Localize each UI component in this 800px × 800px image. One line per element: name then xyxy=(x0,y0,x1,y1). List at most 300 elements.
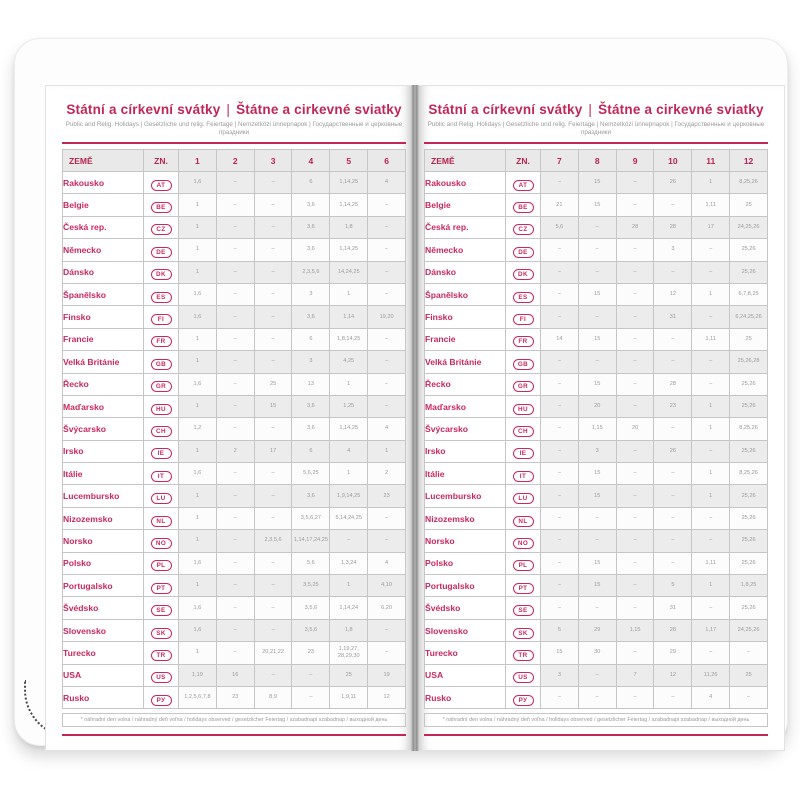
holiday-dates-cell: – xyxy=(654,261,692,283)
holiday-dates-cell: 13 xyxy=(292,373,330,395)
table-row xyxy=(63,575,406,597)
holiday-dates-cell: 3 xyxy=(654,239,692,261)
holiday-dates-cell: – xyxy=(541,530,579,552)
holiday-dates-cell: 25 xyxy=(730,328,768,350)
table-row xyxy=(425,216,768,238)
country-name: Česká rep. xyxy=(63,216,144,238)
holiday-dates-cell: 1,17 xyxy=(692,619,730,641)
country-code-cell xyxy=(144,172,179,194)
country-code-badge: FR xyxy=(151,336,172,347)
country-code-badge: PT xyxy=(513,583,534,594)
holiday-dates-cell: 1 xyxy=(692,172,730,194)
country-code-badge: HU xyxy=(513,404,534,415)
holiday-dates-cell: 1,11 xyxy=(692,552,730,574)
holiday-dates-cell: 3,5,6 xyxy=(292,619,330,641)
holiday-dates-cell: – xyxy=(216,597,254,619)
country-code-badge: SE xyxy=(151,605,172,616)
holiday-table-months-1-6 xyxy=(62,149,406,709)
country-code-cell xyxy=(506,283,541,305)
holiday-dates-cell: 1 xyxy=(179,328,217,350)
table-row xyxy=(425,485,768,507)
table-row xyxy=(63,373,406,395)
holiday-dates-cell: 15 xyxy=(578,194,616,216)
country-code-cell xyxy=(506,395,541,417)
holiday-dates-cell: – xyxy=(616,597,654,619)
holiday-dates-cell: 25 xyxy=(254,373,292,395)
holiday-dates-cell: 1,14,25 xyxy=(330,172,368,194)
holiday-dates-cell: 1 xyxy=(330,575,368,597)
holiday-dates-cell: 4 xyxy=(692,686,730,708)
holiday-dates-cell: 6,20 xyxy=(368,597,406,619)
table-row xyxy=(425,306,768,328)
holiday-dates-cell: 15 xyxy=(578,373,616,395)
holiday-dates-cell: – xyxy=(368,507,406,529)
holiday-dates-cell: – xyxy=(616,552,654,574)
red-rule-top xyxy=(62,142,406,144)
holiday-dates-cell: – xyxy=(216,172,254,194)
month-column-header: 7 xyxy=(541,150,579,172)
country-code-badge: CZ xyxy=(513,224,534,235)
country-name: Řecko xyxy=(63,373,144,395)
country-code-cell xyxy=(506,597,541,619)
holiday-dates-cell: 1 xyxy=(330,373,368,395)
holiday-dates-cell: 6 xyxy=(292,440,330,462)
table-row xyxy=(425,575,768,597)
holiday-dates-cell: – xyxy=(254,552,292,574)
red-rule-bottom xyxy=(424,734,768,736)
holiday-dates-cell: – xyxy=(216,328,254,350)
holiday-dates-cell: – xyxy=(292,686,330,708)
table-header-row xyxy=(425,150,768,172)
holiday-dates-cell: 3,6 xyxy=(292,395,330,417)
holiday-dates-cell: – xyxy=(692,440,730,462)
holiday-dates-cell: – xyxy=(578,597,616,619)
holiday-dates-cell: 1,6 xyxy=(179,552,217,574)
month-column-header: 10 xyxy=(654,150,692,172)
holiday-dates-cell: – xyxy=(254,328,292,350)
holiday-dates-cell: – xyxy=(692,373,730,395)
holiday-dates-cell: 25,26 xyxy=(730,261,768,283)
holiday-dates-cell: 15 xyxy=(578,283,616,305)
table-row xyxy=(425,440,768,462)
country-code-badge: NL xyxy=(151,516,172,527)
country-code-cell xyxy=(144,283,179,305)
holiday-dates-cell: – xyxy=(216,283,254,305)
country-code-cell xyxy=(144,306,179,328)
country-code-cell xyxy=(144,552,179,574)
country-code-cell xyxy=(506,328,541,350)
holiday-dates-cell: 1,6 xyxy=(179,597,217,619)
holiday-dates-cell: – xyxy=(578,306,616,328)
holiday-dates-cell: – xyxy=(541,283,579,305)
holiday-dates-cell: – xyxy=(216,642,254,664)
holiday-dates-cell: 25,26 xyxy=(730,485,768,507)
table-row xyxy=(425,597,768,619)
holiday-dates-cell: – xyxy=(216,507,254,529)
country-code-badge: PT xyxy=(151,583,172,594)
holiday-dates-cell: 2 xyxy=(216,440,254,462)
country-code-cell xyxy=(144,664,179,686)
country-code-badge: DK xyxy=(513,269,534,280)
holiday-dates-cell: 29 xyxy=(654,642,692,664)
holiday-dates-cell: 25,26 xyxy=(730,440,768,462)
holiday-dates-cell: – xyxy=(216,552,254,574)
holiday-dates-cell: 6 xyxy=(292,328,330,350)
holiday-dates-cell: 25 xyxy=(730,664,768,686)
country-code-badge: IE xyxy=(151,448,172,459)
holiday-dates-cell: 1,14,17,24,25 xyxy=(292,530,330,552)
country-code-cell xyxy=(506,194,541,216)
holiday-dates-cell: 31 xyxy=(654,306,692,328)
holiday-dates-cell: 25,26 xyxy=(730,395,768,417)
holiday-dates-cell: 1 xyxy=(179,642,217,664)
holiday-dates-cell: 1,6 xyxy=(179,373,217,395)
country-code-badge: LU xyxy=(513,493,534,504)
holiday-dates-cell: 12 xyxy=(654,283,692,305)
title-separator: | xyxy=(588,102,593,117)
holiday-dates-cell: – xyxy=(616,575,654,597)
holiday-table-months-7-12 xyxy=(424,149,768,709)
holiday-dates-cell: – xyxy=(616,485,654,507)
holiday-dates-cell: 12 xyxy=(368,686,406,708)
holiday-dates-cell: – xyxy=(216,351,254,373)
holiday-dates-cell: – xyxy=(541,261,579,283)
holiday-dates-cell: 15 xyxy=(578,575,616,597)
title-separator: | xyxy=(226,102,231,117)
holiday-dates-cell: 4 xyxy=(368,418,406,440)
country-code-badge: GR xyxy=(513,381,534,392)
holiday-dates-cell: 31 xyxy=(654,597,692,619)
holiday-dates-cell: – xyxy=(254,239,292,261)
holiday-dates-cell: 1 xyxy=(330,283,368,305)
table-row xyxy=(63,239,406,261)
holiday-dates-cell: 3,6 xyxy=(292,485,330,507)
holiday-dates-cell: 1 xyxy=(179,440,217,462)
holiday-dates-cell: – xyxy=(368,395,406,417)
holiday-dates-cell: 1,9,14,25 xyxy=(330,485,368,507)
country-code-cell xyxy=(506,485,541,507)
holiday-dates-cell: – xyxy=(616,306,654,328)
holiday-dates-cell: – xyxy=(368,194,406,216)
holiday-dates-cell: 1,11 xyxy=(692,194,730,216)
table-row xyxy=(425,283,768,305)
country-name: Rakousko xyxy=(63,172,144,194)
table-row xyxy=(425,463,768,485)
country-code-cell xyxy=(144,351,179,373)
country-name: Francie xyxy=(425,328,506,350)
holiday-dates-cell: 19,20 xyxy=(368,306,406,328)
holiday-dates-cell: 1,9,11 xyxy=(330,686,368,708)
country-name: Turecko xyxy=(63,642,144,664)
country-code-badge: CZ xyxy=(151,224,172,235)
holiday-dates-cell: 1,14,25 xyxy=(330,418,368,440)
country-name: Dánsko xyxy=(425,261,506,283)
holiday-dates-cell: 3 xyxy=(292,283,330,305)
country-code-cell xyxy=(144,575,179,597)
table-row xyxy=(63,216,406,238)
holiday-dates-cell: – xyxy=(216,485,254,507)
holiday-dates-cell: – xyxy=(541,351,579,373)
title-slovak: Štátne a cirkevné sviatky xyxy=(236,102,402,117)
month-column-header: 9 xyxy=(616,150,654,172)
holiday-dates-cell: 2,3,5,6 xyxy=(292,261,330,283)
holiday-dates-cell: – xyxy=(654,351,692,373)
country-code-badge: SE xyxy=(513,605,534,616)
holiday-dates-cell: 1,8,14,25 xyxy=(330,328,368,350)
holiday-dates-cell: 4 xyxy=(330,440,368,462)
holiday-dates-cell: – xyxy=(616,507,654,529)
table-row xyxy=(63,418,406,440)
country-code-cell xyxy=(144,530,179,552)
country-name: Slovensko xyxy=(425,619,506,641)
holiday-dates-cell: 7 xyxy=(616,664,654,686)
table-row xyxy=(63,485,406,507)
country-code-cell xyxy=(506,216,541,238)
holiday-dates-cell: – xyxy=(578,351,616,373)
holiday-dates-cell: 3,6 xyxy=(292,216,330,238)
country-code-cell xyxy=(144,440,179,462)
table-row xyxy=(425,552,768,574)
country-code-badge: NL xyxy=(513,516,534,527)
holiday-dates-cell: 12 xyxy=(654,664,692,686)
holiday-dates-cell: – xyxy=(692,642,730,664)
holiday-dates-cell: 15 xyxy=(578,463,616,485)
holiday-dates-cell: 1 xyxy=(330,463,368,485)
country-code-cell xyxy=(144,597,179,619)
month-column-header: 3 xyxy=(254,150,292,172)
country-code-cell xyxy=(144,194,179,216)
holiday-dates-cell: 1 xyxy=(692,418,730,440)
table-row xyxy=(63,395,406,417)
country-code-cell xyxy=(144,642,179,664)
holiday-dates-cell: – xyxy=(368,619,406,641)
holiday-dates-cell: 1,19 xyxy=(179,664,217,686)
country-code-cell xyxy=(144,507,179,529)
holiday-dates-cell: 26 xyxy=(654,172,692,194)
holiday-dates-cell: – xyxy=(254,351,292,373)
holiday-dates-cell: 1,2 xyxy=(179,418,217,440)
country-code-cell xyxy=(506,306,541,328)
holiday-dates-cell: 2 xyxy=(368,463,406,485)
holiday-dates-cell: 1 xyxy=(179,194,217,216)
holiday-dates-cell: – xyxy=(692,507,730,529)
holiday-dates-cell: – xyxy=(578,261,616,283)
holiday-dates-cell: – xyxy=(541,306,579,328)
holiday-dates-cell: 1 xyxy=(179,575,217,597)
holiday-dates-cell: 15 xyxy=(254,395,292,417)
holiday-dates-cell: – xyxy=(616,373,654,395)
holiday-dates-cell: 4 xyxy=(368,172,406,194)
holiday-dates-cell: 1,8,25 xyxy=(730,575,768,597)
country-code-badge: US xyxy=(513,672,534,683)
holiday-dates-cell: – xyxy=(616,440,654,462)
country-code-cell xyxy=(144,418,179,440)
table-row xyxy=(63,328,406,350)
holiday-dates-cell: – xyxy=(578,239,616,261)
country-code-badge: ES xyxy=(151,292,172,303)
holiday-dates-cell: – xyxy=(541,395,579,417)
table-row xyxy=(63,463,406,485)
country-code-cell xyxy=(506,686,541,708)
country-code-badge: TR xyxy=(151,650,172,661)
country-name: Portugalsko xyxy=(425,575,506,597)
holiday-dates-cell: 6 xyxy=(292,172,330,194)
table-row xyxy=(425,194,768,216)
table-row xyxy=(63,351,406,373)
holiday-dates-cell: – xyxy=(578,216,616,238)
holiday-dates-cell: – xyxy=(730,642,768,664)
country-name: Norsko xyxy=(63,530,144,552)
holiday-dates-cell: 8,25,26 xyxy=(730,172,768,194)
country-code-badge: NO xyxy=(513,538,534,549)
country-code-badge: IT xyxy=(513,471,534,482)
country-code-badge: BE xyxy=(151,202,172,213)
holiday-dates-cell: 25,26 xyxy=(730,597,768,619)
country-name: Polsko xyxy=(425,552,506,574)
binding-spine xyxy=(411,85,419,751)
holiday-dates-cell: – xyxy=(616,283,654,305)
holiday-dates-cell: 3,5,6 xyxy=(292,597,330,619)
holiday-dates-cell: – xyxy=(541,373,579,395)
country-name: Polsko xyxy=(63,552,144,574)
country-name: Nizozemsko xyxy=(425,507,506,529)
country-code-badge: GR xyxy=(151,381,172,392)
holiday-dates-cell: – xyxy=(616,642,654,664)
country-code-badge: FI xyxy=(513,314,534,325)
holiday-dates-cell: – xyxy=(368,283,406,305)
holiday-dates-cell: 20 xyxy=(578,395,616,417)
holiday-dates-cell: – xyxy=(616,194,654,216)
holiday-dates-cell: 17 xyxy=(254,440,292,462)
country-code-badge: ES xyxy=(513,292,534,303)
page-subtitle: Public and Relig. Holidays | Gesetzliche und relig. Feiertage | Nemzetközi ünnepnapok | Государственные и церковные праздники xyxy=(65,121,403,136)
holiday-dates-cell: – xyxy=(654,507,692,529)
month-column-header: 6 xyxy=(368,150,406,172)
holiday-dates-cell: 5,6,25 xyxy=(292,463,330,485)
holiday-dates-cell: – xyxy=(216,530,254,552)
holiday-dates-cell: 5,14,24,25 xyxy=(330,507,368,529)
holiday-dates-cell: – xyxy=(368,373,406,395)
holiday-dates-cell: 25,26 xyxy=(730,507,768,529)
title-slovak: Štátne a cirkevné sviatky xyxy=(598,102,764,117)
country-name: Slovensko xyxy=(63,619,144,641)
table-row xyxy=(63,261,406,283)
holiday-dates-cell: 25,26 xyxy=(730,239,768,261)
country-name: Česká rep. xyxy=(425,216,506,238)
country-code-cell xyxy=(506,507,541,529)
holiday-dates-cell: 1,14,25 xyxy=(330,194,368,216)
country-name: Maďarsko xyxy=(425,395,506,417)
country-name: Rusko xyxy=(425,686,506,708)
holiday-dates-cell: – xyxy=(216,575,254,597)
holiday-dates-cell: 20 xyxy=(616,418,654,440)
country-name: Německo xyxy=(63,239,144,261)
holiday-dates-cell: – xyxy=(616,463,654,485)
month-column-header: 5 xyxy=(330,150,368,172)
country-code-cell xyxy=(506,418,541,440)
holiday-dates-cell: 28 xyxy=(654,619,692,641)
country-name: Německo xyxy=(425,239,506,261)
country-code-badge: NO xyxy=(151,538,172,549)
holiday-dates-cell: – xyxy=(616,395,654,417)
holiday-dates-cell: 5,6 xyxy=(292,552,330,574)
holiday-dates-cell: – xyxy=(330,530,368,552)
holiday-dates-cell: 1,6 xyxy=(179,463,217,485)
holiday-dates-cell: 1,14,24 xyxy=(330,597,368,619)
table-row xyxy=(63,283,406,305)
country-code-cell xyxy=(506,552,541,574)
holiday-dates-cell: 28 xyxy=(616,216,654,238)
holiday-dates-cell: 1,6 xyxy=(179,283,217,305)
holiday-dates-cell: 24,25,26 xyxy=(730,619,768,641)
country-name: USA xyxy=(63,664,144,686)
country-code-cell xyxy=(506,351,541,373)
table-row xyxy=(425,664,768,686)
table-row xyxy=(425,642,768,664)
code-column-header: ZN. xyxy=(506,150,541,172)
holiday-dates-cell: – xyxy=(616,351,654,373)
holiday-dates-cell: 8,25,26 xyxy=(730,418,768,440)
holiday-dates-cell: 1 xyxy=(692,485,730,507)
holiday-dates-cell: 1,8 xyxy=(330,216,368,238)
holiday-dates-cell: – xyxy=(216,463,254,485)
holiday-dates-cell: 14,24,25 xyxy=(330,261,368,283)
holiday-dates-cell: 1 xyxy=(179,507,217,529)
holiday-dates-cell: 28 xyxy=(654,373,692,395)
table-row xyxy=(63,664,406,686)
country-name: Švýcarsko xyxy=(425,418,506,440)
holiday-dates-cell: – xyxy=(578,530,616,552)
red-rule-bottom xyxy=(62,734,406,736)
planner-cover xyxy=(14,38,788,746)
holiday-dates-cell: – xyxy=(541,575,579,597)
country-name: Itálie xyxy=(63,463,144,485)
country-name: Dánsko xyxy=(63,261,144,283)
holiday-dates-cell: 1,6 xyxy=(179,306,217,328)
country-code-cell xyxy=(506,440,541,462)
holiday-dates-cell: 15 xyxy=(578,485,616,507)
holiday-dates-cell: – xyxy=(216,418,254,440)
country-name: Francie xyxy=(63,328,144,350)
country-name: Irsko xyxy=(63,440,144,462)
holiday-dates-cell: – xyxy=(616,328,654,350)
country-code-badge: DE xyxy=(151,247,172,258)
country-name: Lucembursko xyxy=(425,485,506,507)
page-right xyxy=(419,85,785,751)
country-code-cell xyxy=(506,619,541,641)
holiday-dates-cell: 1,6 xyxy=(179,619,217,641)
holiday-dates-cell: 3,6 xyxy=(292,306,330,328)
holiday-dates-cell: 1 xyxy=(179,239,217,261)
holiday-dates-cell: – xyxy=(216,239,254,261)
holiday-dates-cell: 1 xyxy=(179,216,217,238)
table-row xyxy=(63,619,406,641)
country-code-cell xyxy=(144,216,179,238)
table-row xyxy=(425,373,768,395)
holiday-dates-cell: 1 xyxy=(692,395,730,417)
holiday-dates-cell: 1,3,24 xyxy=(330,552,368,574)
country-code-badge: LU xyxy=(151,493,172,504)
holiday-dates-cell: 1,14,25 xyxy=(330,239,368,261)
holiday-dates-cell: – xyxy=(254,485,292,507)
holiday-dates-cell: – xyxy=(216,194,254,216)
table-row xyxy=(63,172,406,194)
holiday-dates-cell: 25 xyxy=(330,664,368,686)
holiday-dates-cell: – xyxy=(254,306,292,328)
code-column-header: ZN. xyxy=(144,150,179,172)
title-czech: Státní a církevní svátky xyxy=(428,102,583,117)
holiday-dates-cell: – xyxy=(616,172,654,194)
